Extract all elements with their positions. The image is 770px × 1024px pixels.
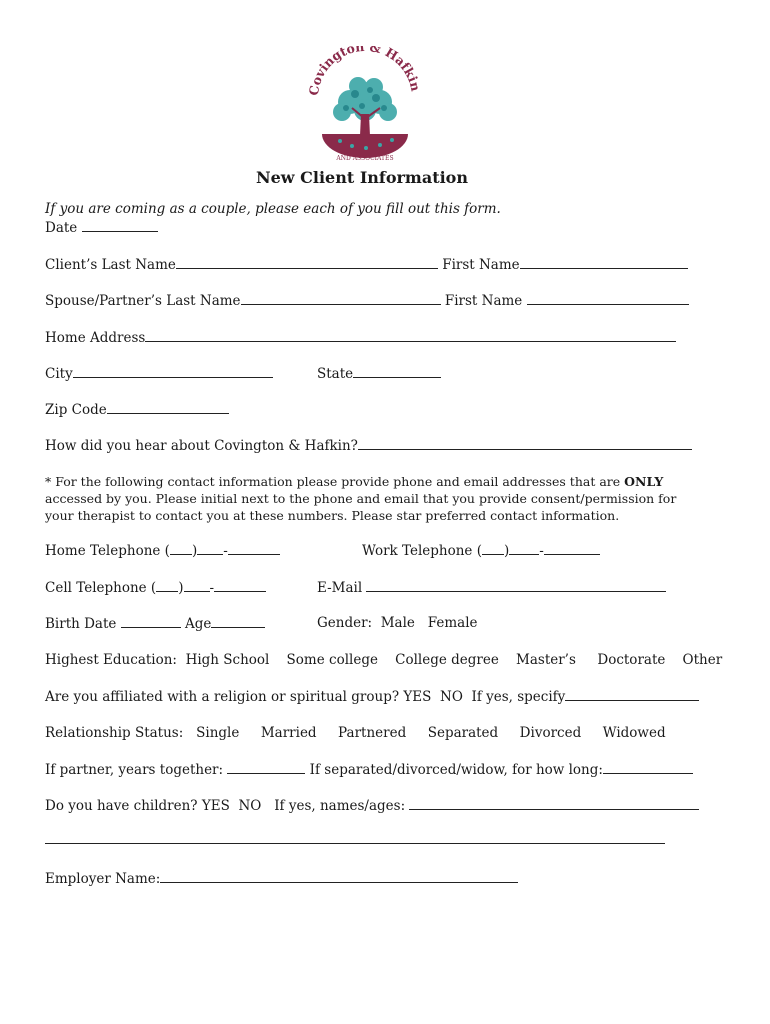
education-label: Highest Education: <box>45 652 177 668</box>
city-state-row <box>45 364 273 383</box>
gender-option-male[interactable]: Male <box>380 615 415 631</box>
date-field[interactable] <box>82 218 158 232</box>
covington-hafkin-logo <box>300 46 430 162</box>
religion-specify-label: If yes, specify <box>471 689 566 705</box>
state-label: State <box>317 366 354 382</box>
work-telephone-row <box>362 541 600 560</box>
home-telephone-row <box>45 541 280 560</box>
education-option-some-college[interactable]: Some college <box>286 652 378 668</box>
relationship-row <box>45 724 666 742</box>
home-address-field[interactable] <box>145 328 676 342</box>
client-name-row <box>45 255 688 274</box>
city-field[interactable] <box>73 364 273 378</box>
email-field[interactable] <box>366 578 666 592</box>
religion-yes[interactable]: YES <box>403 689 432 705</box>
zip-row <box>45 400 229 419</box>
contact-note-pre: * For the following contact information please provide phone and email addresses that are <box>45 474 625 489</box>
education-row <box>45 651 722 669</box>
religion-specify-field[interactable] <box>565 687 699 701</box>
cell-tel-close: ) <box>178 580 184 596</box>
client-last-name-field[interactable] <box>176 255 438 269</box>
religion-no[interactable]: NO <box>440 689 463 705</box>
spouse-first-name-label: First Name <box>444 293 523 309</box>
separated-how-long-field[interactable] <box>603 760 693 774</box>
spouse-name-row <box>45 291 689 310</box>
form-title: New Client Information <box>256 168 468 187</box>
client-last-name-label: Client’s Last Name <box>45 257 176 273</box>
relationship-option-divorced[interactable]: Divorced <box>519 725 582 741</box>
svg-text:Covington & Hafkin: Covington & Hafkin <box>305 46 424 97</box>
work-tel-label: Work Telephone ( <box>362 543 482 559</box>
age-field[interactable] <box>211 614 265 628</box>
children-names-field[interactable] <box>409 796 699 810</box>
education-option-other[interactable]: Other <box>682 652 723 668</box>
children-continuation-field[interactable] <box>45 830 665 844</box>
email-label: E-Mail <box>317 580 363 596</box>
spouse-last-name-label: Spouse/Partner’s Last Name <box>45 293 241 309</box>
children-names-label: If yes, names/ages: <box>274 798 406 814</box>
contact-note-bold: ONLY <box>624 474 664 489</box>
gender-option-female[interactable]: Female <box>427 615 478 631</box>
gender-label: Gender: <box>317 615 373 631</box>
education-option-high-school[interactable]: High School <box>185 652 270 668</box>
relationship-option-separated[interactable]: Separated <box>427 725 499 741</box>
cell-tel-dash: - <box>209 580 215 596</box>
home-tel-area-field[interactable] <box>170 541 192 555</box>
city-label: City <box>45 366 73 382</box>
employer-label: Employer Name: <box>45 871 161 887</box>
spouse-first-name-field[interactable] <box>527 291 689 305</box>
home-tel-line-field[interactable] <box>228 541 280 555</box>
referral-field[interactable] <box>358 436 692 450</box>
cell-tel-label: Cell Telephone ( <box>45 580 157 596</box>
children-no[interactable]: NO <box>238 798 262 814</box>
partner-years-field[interactable] <box>227 760 305 774</box>
client-first-name-label: First Name <box>442 257 520 273</box>
relationship-option-partnered[interactable]: Partnered <box>338 725 407 741</box>
education-option-doctorate[interactable]: Doctorate <box>597 652 666 668</box>
relationship-option-widowed[interactable]: Widowed <box>602 725 666 741</box>
contact-note <box>45 473 685 524</box>
home-tel-close: ) <box>191 543 198 559</box>
relationship-option-married[interactable]: Married <box>260 725 317 741</box>
logo-subtext: AND ASSOCIATES <box>336 155 394 162</box>
children-question: Do you have children? <box>45 798 198 814</box>
employer-row <box>45 869 518 888</box>
spouse-last-name-field[interactable] <box>241 291 441 305</box>
work-tel-prefix-field[interactable] <box>509 541 539 555</box>
home-address-row <box>45 328 676 347</box>
birth-date-label: Birth Date <box>45 616 117 632</box>
cell-telephone-row <box>45 578 266 597</box>
relationship-option-single[interactable]: Single <box>196 725 240 741</box>
birth-age-row <box>45 614 265 633</box>
work-tel-area-field[interactable] <box>482 541 504 555</box>
cell-tel-prefix-field[interactable] <box>184 578 210 592</box>
work-tel-line-field[interactable] <box>544 541 600 555</box>
contact-note-post: accessed by you. Please initial next to the phone and email that you provide consent/permission for your therapist to contact you at these numbers. Please star preferred contact information. <box>45 491 677 523</box>
home-tel-prefix-field[interactable] <box>197 541 223 555</box>
religion-question: Are you affiliated with a religion or spiritual group? <box>45 689 400 705</box>
cell-tel-area-field[interactable] <box>156 578 178 592</box>
referral-label: How did you hear about Covington & Hafkin? <box>45 438 358 454</box>
home-tel-label: Home Telephone ( <box>45 543 170 559</box>
email-row <box>317 578 666 597</box>
state-field[interactable] <box>353 364 441 378</box>
referral-row <box>45 436 692 455</box>
home-address-label: Home Address <box>45 330 146 346</box>
cell-tel-line-field[interactable] <box>214 578 266 592</box>
birth-date-field[interactable] <box>121 614 181 628</box>
state-group <box>317 364 441 383</box>
children-yes[interactable]: YES <box>201 798 230 814</box>
zip-field[interactable] <box>107 400 229 414</box>
home-tel-dash: - <box>223 543 228 559</box>
children-row <box>45 796 699 815</box>
work-tel-close: ) <box>503 543 510 559</box>
date-row <box>45 218 158 237</box>
separated-how-long-label: If separated/divorced/widow, for how long: <box>309 762 603 778</box>
partner-years-label: If partner, years together: <box>45 762 224 778</box>
education-option-masters[interactable]: Master’s <box>516 652 576 668</box>
zip-label: Zip Code <box>45 402 107 418</box>
relationship-label: Relationship Status: <box>45 725 184 741</box>
education-option-college-degree[interactable]: College degree <box>395 652 499 668</box>
religion-row <box>45 687 699 706</box>
couple-note: If you are coming as a couple, please each of you fill out this form. <box>45 201 501 217</box>
children-continuation-row <box>45 830 665 849</box>
work-tel-dash: - <box>539 543 544 559</box>
employer-field[interactable] <box>160 869 518 883</box>
partner-duration-row <box>45 760 693 779</box>
date-label: Date <box>45 220 78 236</box>
client-first-name-field[interactable] <box>520 255 688 269</box>
gender-row <box>317 614 478 632</box>
age-label: Age <box>184 616 212 632</box>
